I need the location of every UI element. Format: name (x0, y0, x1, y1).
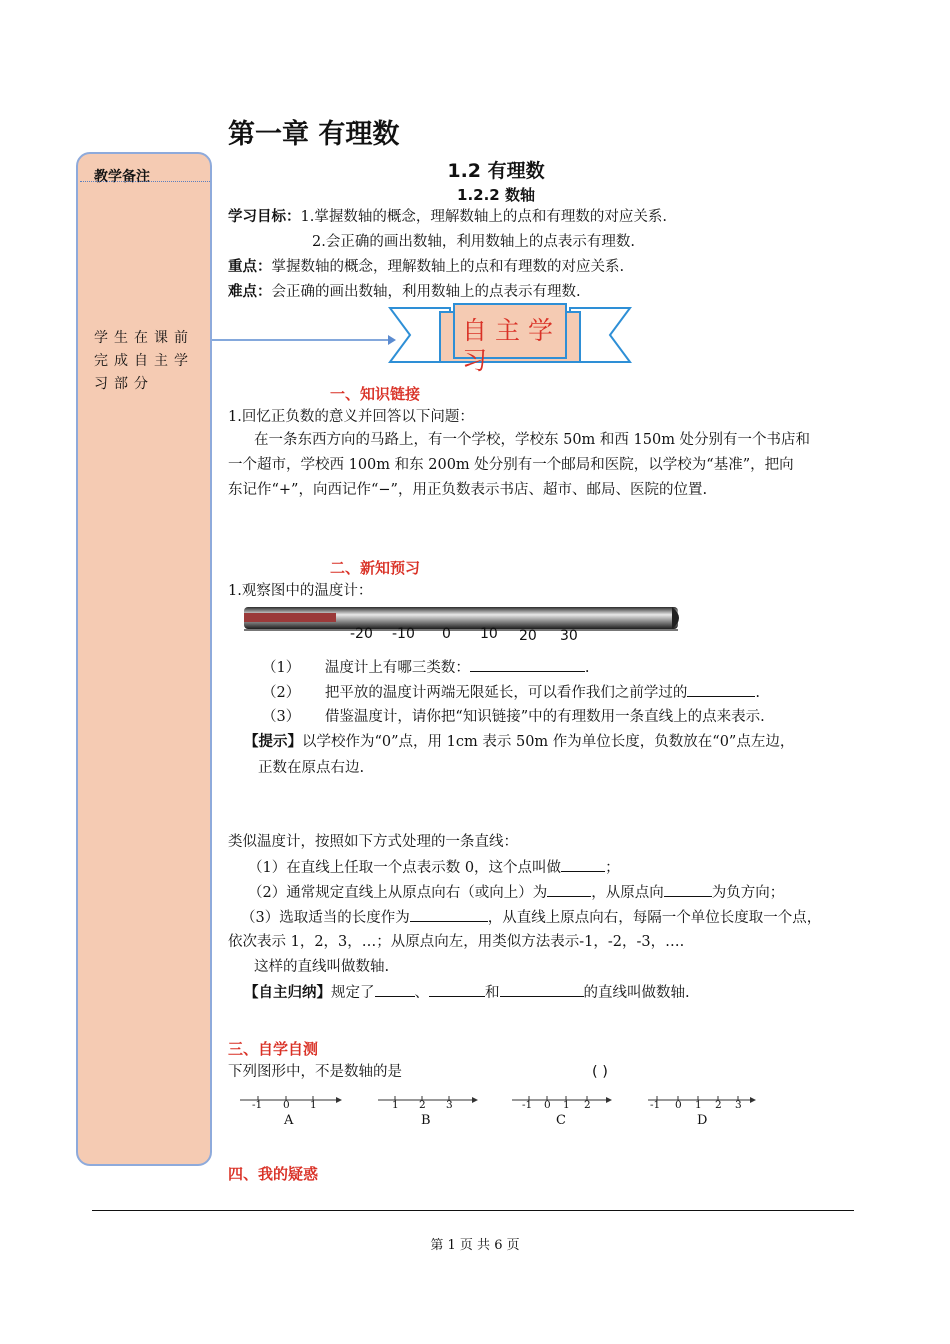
blank-negative-direction[interactable] (664, 882, 712, 897)
summary-label: 【自主归纳】 (244, 985, 331, 1001)
subq-1-text: 温度计上有哪三类数： (324, 660, 470, 676)
option-c-letter[interactable]: C (556, 1113, 566, 1128)
rule-2 (248, 882, 784, 903)
difficult-point-label: 难点： (228, 284, 272, 300)
option-b-tick-1: 1 (392, 1099, 399, 1111)
hint-line-1 (244, 732, 794, 752)
summary-text-b: 、 (414, 985, 429, 1001)
key-point-label: 重点： (228, 259, 272, 275)
option-a-tick-2: 0 (283, 1099, 290, 1111)
option-d-tick-4: 2 (715, 1099, 722, 1111)
blank-three-kinds[interactable] (470, 657, 585, 672)
blank-unit-length[interactable] (410, 907, 488, 922)
chapter-title: 第一章 有理数 (228, 119, 400, 150)
heading-new-knowledge: 二、新知预习 (330, 559, 421, 577)
objective-1: 1.掌握数轴的概念，理解数轴上的点和有理数的对应关系. (300, 209, 667, 225)
option-b-letter[interactable]: B (421, 1113, 431, 1128)
subq-1-num: （1） (262, 660, 301, 676)
option-b-tick-2: 2 (419, 1099, 426, 1111)
number-line-definition: 这样的直线叫做数轴. (254, 959, 390, 975)
section-title: 1.2 有理数 (447, 160, 545, 182)
subq-1 (262, 657, 589, 678)
summary-text-c: 和 (485, 985, 500, 1001)
self-test-question: 下列图形中，不是数轴的是 (228, 1064, 402, 1080)
difficult-point-line (228, 282, 581, 302)
rule-3-continued: 依次表示 1，2，3，…；从原点向左，用类似方法表示-1，-2，-3，…. (228, 934, 685, 950)
blank-summary-2[interactable] (429, 982, 485, 997)
rule-3-text-b: ，从直线上原点向右，每隔一个单位长度取一个点， (487, 910, 822, 926)
heading-knowledge-link: 一、知识链接 (330, 385, 421, 403)
option-a-letter[interactable]: A (284, 1113, 294, 1128)
sidebar-divider (80, 181, 210, 182)
thermo-label-6: 30 (560, 628, 578, 644)
subq-2-end: . (755, 685, 760, 701)
blank-learned-concept[interactable] (687, 682, 755, 697)
thermo-label-2: -10 (392, 626, 415, 642)
rule-1-end: ； (605, 860, 620, 876)
arrow-icon (212, 330, 396, 350)
subq-3-text: 借鉴温度计，请你把“知识链接”中的有理数用一条直线上的点来表示. (324, 709, 765, 725)
analogy-intro: 类似温度计，按照如下方式处理的一条直线： (228, 834, 518, 850)
option-d-letter[interactable]: D (697, 1113, 708, 1128)
option-b-tick-3: 3 (446, 1099, 453, 1111)
thermo-label-5: 20 (519, 628, 537, 644)
option-c-tick-3: 1 (563, 1099, 570, 1111)
banner-text: 自主学习 (462, 316, 562, 375)
heading-self-test: 三、自学自测 (228, 1040, 319, 1058)
rule-2-text-c: 为负方向； (711, 885, 785, 901)
thermo-label-4: 10 (480, 626, 498, 642)
option-d-tick-1: -1 (650, 1099, 661, 1111)
subq-2-text: 把平放的温度计两端无限延长，可以看作我们之前学过的 (324, 685, 688, 701)
subq-2-num: （2） (262, 685, 301, 701)
hint-text-1: 以学校作为“0”点，用 1cm 表示 50m 作为单位长度，负数放在“0”点左边， (302, 734, 795, 750)
objective-2: 2.会正确的画出数轴，利用数轴上的点表示有理数. (312, 234, 635, 250)
rule-2-text-b: ，从原点向 (591, 885, 664, 901)
difficult-point-text: 会正确的画出数轴，利用数轴上的点表示有理数. (271, 284, 581, 300)
part1-question: 1.回忆正负数的意义并回答以下问题： (228, 409, 474, 425)
teaching-notes-sidebar (76, 152, 212, 1166)
key-point-text: 掌握数轴的概念，理解数轴上的点和有理数的对应关系. (271, 259, 625, 275)
sidebar-note: 学生在课前完成自主学习部分 (94, 330, 194, 392)
option-c-tick-4: 2 (584, 1099, 591, 1111)
sidebar-title: 教学备注 (94, 169, 150, 185)
rule-1 (248, 857, 620, 878)
part1-line-3: 东记作“+”，向西记作“−”，用正负数表示书店、超市、邮局、医院的位置. (228, 482, 708, 498)
subq-3 (262, 707, 765, 727)
option-c-tick-2: 0 (544, 1099, 551, 1111)
objectives-label: 学习目标： (228, 209, 301, 225)
option-d-tick-2: 0 (675, 1099, 682, 1111)
rule-3 (241, 907, 821, 928)
subq-2 (262, 682, 760, 703)
blank-positive-direction[interactable] (547, 882, 591, 897)
hint-label: 【提示】 (244, 734, 302, 750)
option-c-tick-1: -1 (522, 1099, 533, 1111)
summary-text-a: 规定了 (331, 985, 375, 1001)
heading-my-questions: 四、我的疑惑 (228, 1165, 319, 1183)
option-d-tick-5: 3 (735, 1099, 742, 1111)
rule-2-text-a: （2）通常规定直线上从原点向右（或向上）为 (248, 885, 548, 901)
option-a-tick-1: -1 (252, 1099, 263, 1111)
blank-origin[interactable] (561, 857, 605, 872)
part2-question: 1.观察图中的温度计： (228, 583, 373, 599)
footer-divider (92, 1210, 854, 1211)
rule-3-text-a: （3）选取适当的长度作为 (241, 910, 410, 926)
answer-paren[interactable]: ( ) (592, 1064, 608, 1080)
thermo-label-3: 0 (442, 626, 451, 642)
option-a-tick-3: 1 (310, 1099, 317, 1111)
rule-1-text: （1）在直线上任取一个点表示数 0，这个点叫做 (248, 860, 562, 876)
key-point-line (228, 257, 624, 277)
part1-line-2: 一个超市，学校西 100m 和东 200m 处分别有一个邮局和医院，以学校为“基准”，把向 (228, 457, 794, 473)
blank-summary-1[interactable] (375, 982, 415, 997)
subq-3-num: （3） (262, 709, 301, 725)
blank-summary-3[interactable] (500, 982, 584, 997)
objective-line-1 (228, 207, 667, 227)
subq-1-end: . (584, 660, 590, 676)
subsection-title: 1.2.2 数轴 (457, 186, 535, 204)
part1-line-1: 在一条东西方向的马路上，有一个学校，学校东 50m 和西 150m 处分别有一个书店和 (254, 432, 811, 448)
summary-text-d: 的直线叫做数轴. (583, 985, 690, 1001)
option-d-tick-3: 1 (695, 1099, 702, 1111)
thermometer-image (244, 606, 686, 646)
summary-line (244, 982, 690, 1003)
thermo-label-1: -20 (350, 626, 373, 642)
hint-text-2: 正数在原点右边. (258, 760, 365, 776)
page-number: 第 1 页 共 6 页 (430, 1238, 520, 1253)
